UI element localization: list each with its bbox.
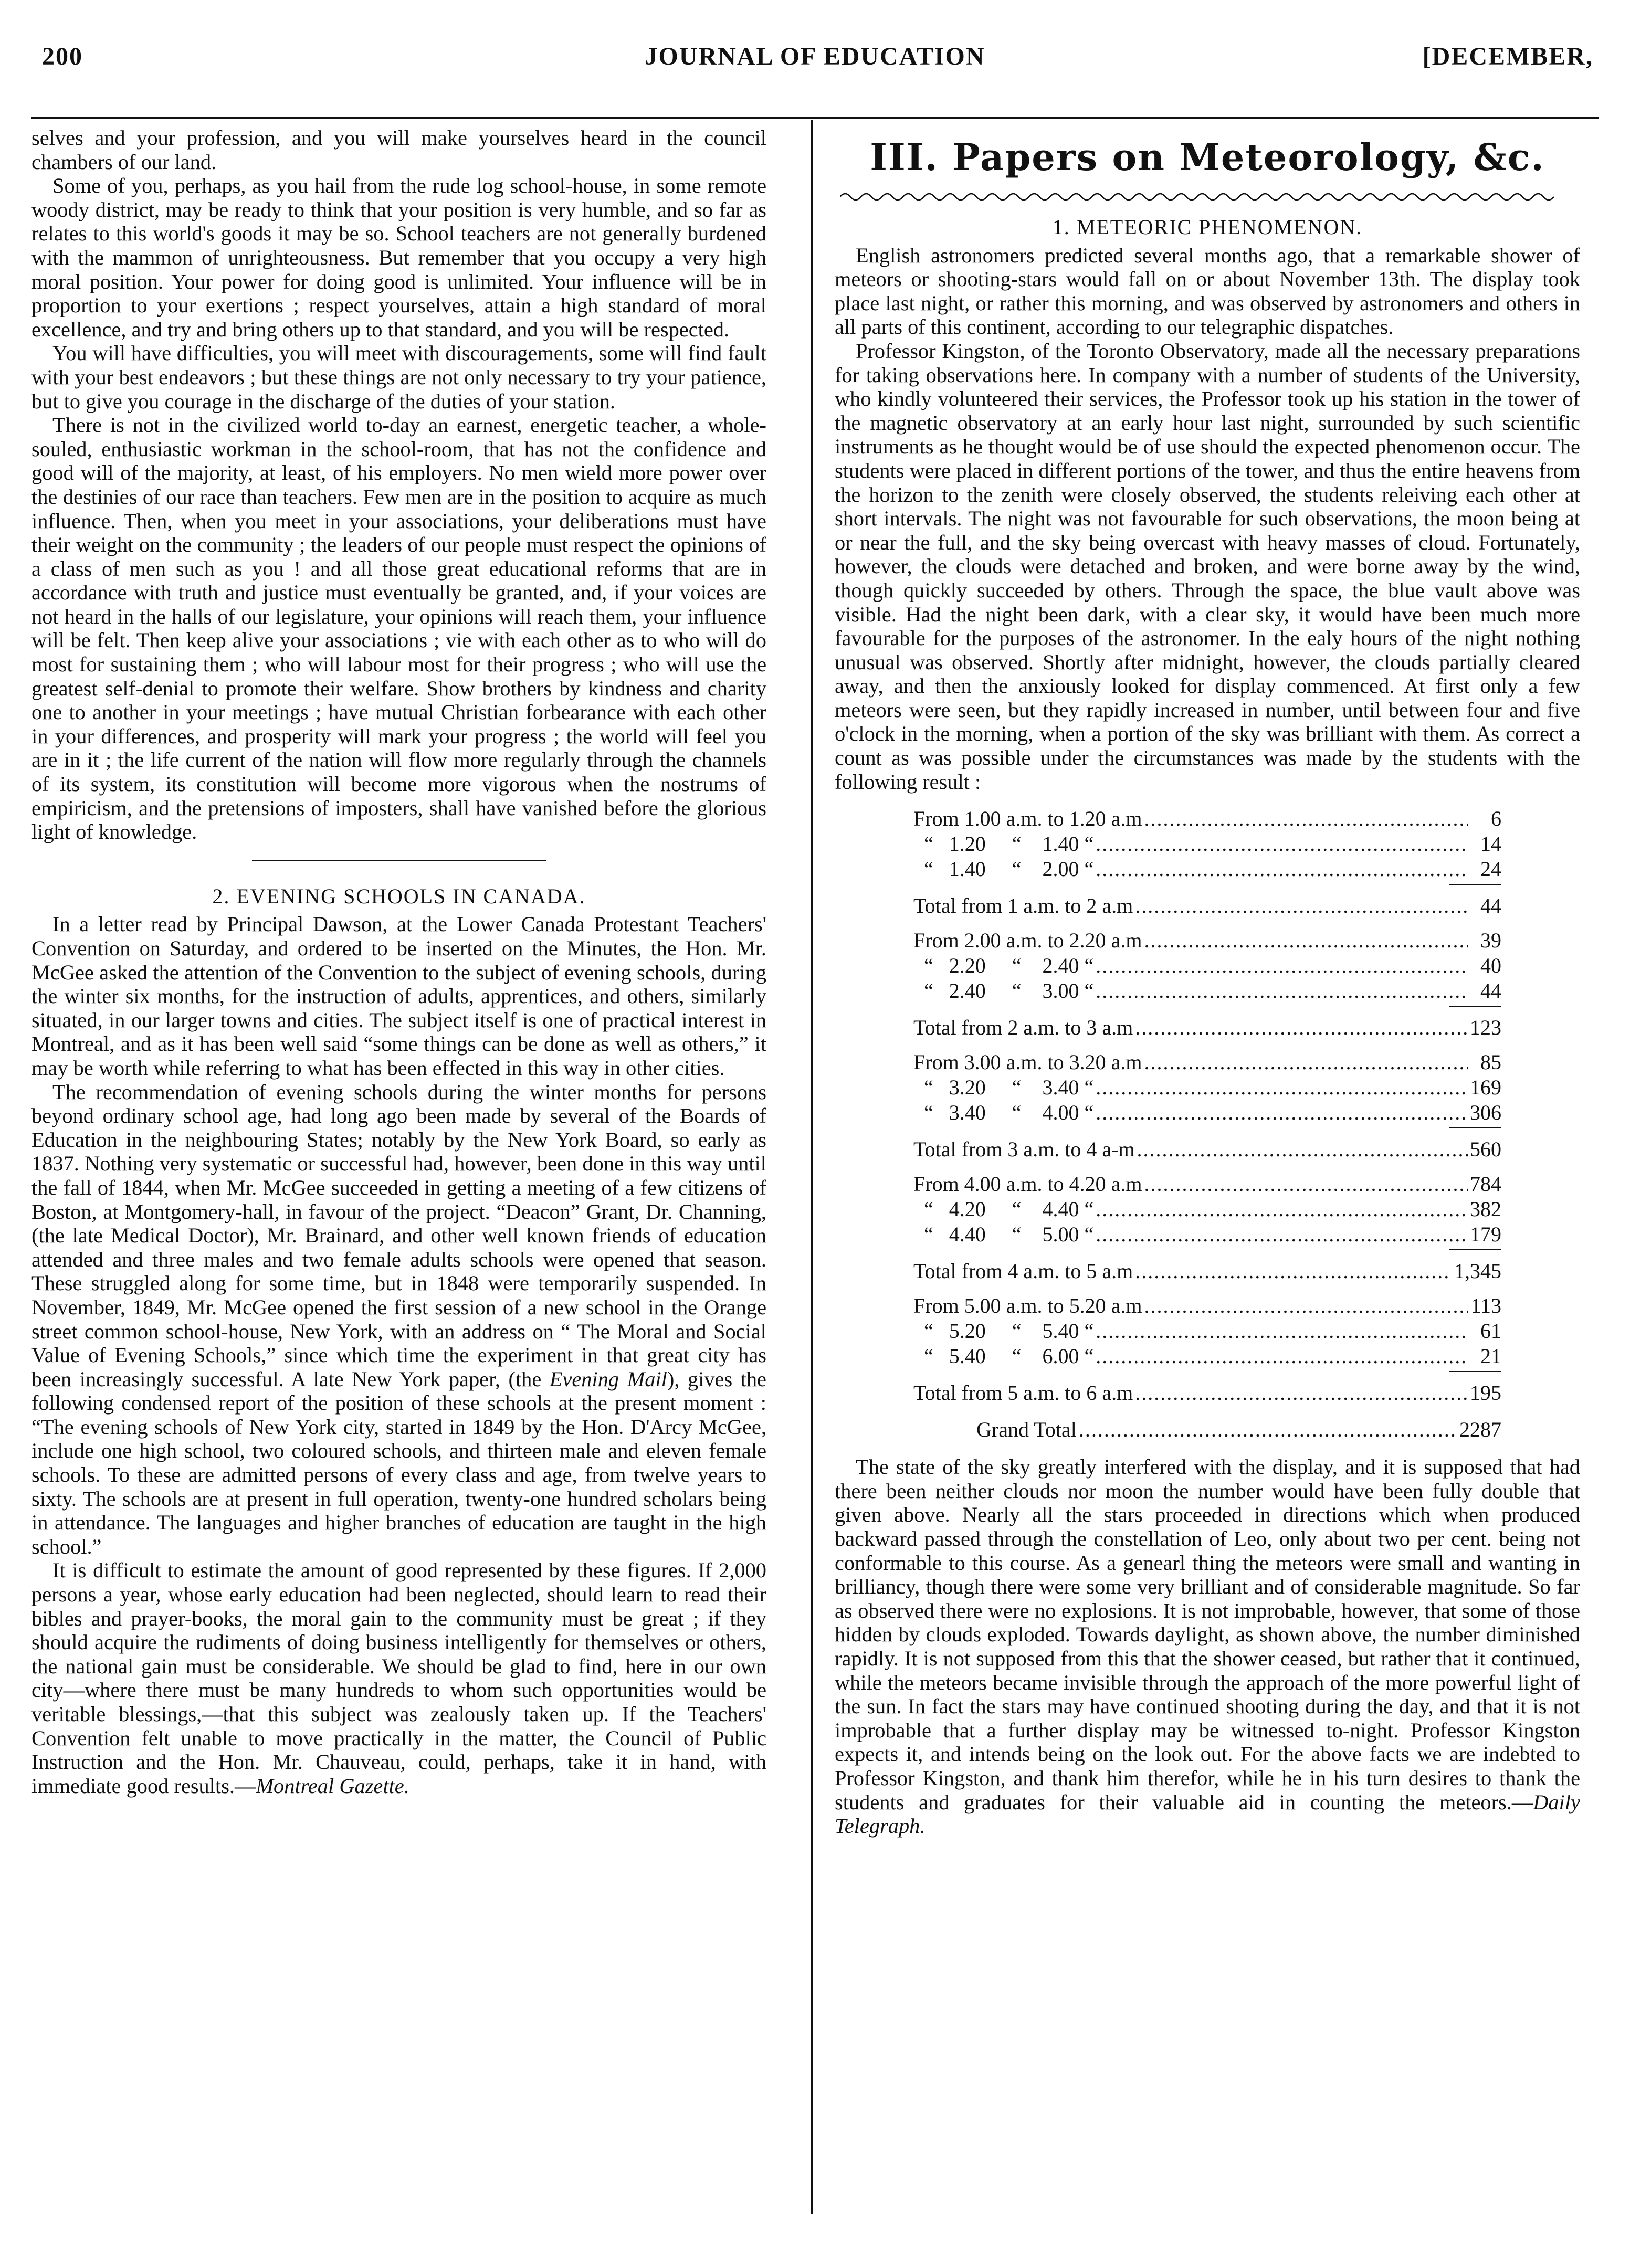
- interval-label: “ 2.40 “ 3.00 “: [913, 979, 1094, 1003]
- leader-dots: [1135, 893, 1468, 919]
- interval-label: Grand Total: [976, 1418, 1077, 1442]
- leader-dots: [1096, 1344, 1468, 1369]
- leader-dots: [1096, 857, 1468, 882]
- meteor-count: 24: [1480, 857, 1501, 881]
- meteor-count: 560: [1470, 1137, 1501, 1162]
- meteor-count: 195: [1470, 1381, 1501, 1405]
- meteor-count: 6: [1491, 807, 1501, 831]
- interval-label: “ 1.20 “ 1.40 “: [913, 832, 1094, 856]
- leader-dots: [1096, 1100, 1468, 1125]
- paragraph-text: It is difficult to estimate the amount of good represented by these figures. If 2,000 persons a year, whose early education had been neglected, should learn to read their bibles and prayer-books, the moral gain to the community must be great ; if they should acquire the rudiments of doing business intelligently for themselves or others, the national gain must be considerable. We should be glad to find, here in our own city—where there must be many hundreds to whom such opportunities would be veritable blessings,—that this subject was zealously taken up. If the Teachers' Convention felt unable to move practically in the matter, the Council of Public Instruction and the Hon. Mr. Chauveau, could, perhaps, take it in hand, with immediate good results.—: [31, 1558, 766, 1798]
- sum-rule-wrap: [913, 1247, 1501, 1259]
- tally-row: [913, 1318, 1501, 1344]
- paragraph-text: ), gives the following condensed report of the position of these schools at the present moment : “The evening schools of New York city, started in 1849 by the Hon. D'Arcy McGee, include one high school, two coloured schools, and thirteen male and eleven female schools. To these are admitted persons of every class and age, from twelve years to sixty. The schools are at present in full operation, twenty-one hundred scholars being in attendance. The languages and higher branches of education are taught in the high school.”: [31, 1367, 766, 1558]
- issue-month: [DECEMBER,: [1422, 43, 1593, 70]
- meteor-count: 40: [1480, 954, 1501, 978]
- sum-rule: [1449, 1127, 1501, 1128]
- meteor-count: 113: [1470, 1294, 1501, 1318]
- article-paragraph: selves and your profession, and you will make yourselves heard in the council chambers of our land.: [31, 126, 766, 174]
- article-paragraph: Professor Kingston, of the Toronto Observatory, made all the necessary preparations for taking observations here. In company with a number of students of the University, who kindly volunteered their services, the Professor took up his station in the tower of the magnetic observatory at an early hour last night, surrounded by such scientific instruments as he thought would be of use should the expected phenomenon occur. The students were placed in different portions of the tower, and thus the entire heavens from the horizon to the zenith were closely observed, the students releiving each other at short intervals. The night was not favourable for such observations, the moon being at or near the full, and the sky being overcast with heavy masses of cloud. Fortunately, however, the clouds were detached and broken, and were borne away by the wind, though quickly succeeded by others. Through the space, the blue vault above was visible. Had the night been dark, with a clear sky, it would have been much more favourable for the purposes of the astronomer. In the ealy hours of the night nothing unusual was observed. Shortly after midnight, however, the clouds partially cleared away, and then the anxiously looked for display commenced. At first only a few meteors were seen, but they rapidly increased in number, until between four and five o'clock in the morning, when a portion of the sky was brilliant with them. As correct a count as was possible under the circumstances was made by the students with the following result :: [835, 339, 1580, 794]
- leader-dots: [1096, 1318, 1468, 1344]
- tally-row: [913, 1100, 1501, 1125]
- sum-rule: [1449, 1006, 1501, 1007]
- tally-total-row: [913, 1015, 1501, 1040]
- interval-label: Total from 2 a.m. to 3 a.m: [913, 1016, 1133, 1040]
- meteor-count: 2287: [1459, 1418, 1501, 1442]
- meteor-count: 179: [1470, 1222, 1501, 1247]
- sum-rule-wrap: [913, 882, 1501, 893]
- meteor-count-table: [913, 806, 1501, 1442]
- leader-dots: [1096, 978, 1468, 1004]
- meteor-count: 784: [1470, 1172, 1501, 1196]
- journal-page: [31, 26, 1599, 2246]
- leader-dots: [1096, 1197, 1468, 1222]
- leader-dots: [1096, 831, 1468, 857]
- section-separator: [252, 860, 546, 861]
- interval-label: Total from 4 a.m. to 5 a.m: [913, 1259, 1133, 1283]
- leader-dots: [1137, 1137, 1468, 1162]
- interval-label: From 3.00 a.m. to 3.20 a.m: [913, 1050, 1142, 1074]
- meteor-count: 44: [1480, 894, 1501, 918]
- sum-rule: [1449, 1249, 1501, 1250]
- header-rule: [31, 117, 1599, 119]
- running-head: [31, 26, 1599, 84]
- leader-dots: [1079, 1417, 1457, 1442]
- tally-row: [913, 1197, 1501, 1222]
- leader-dots: [1144, 1293, 1468, 1318]
- paragraph-text: The state of the sky greatly interfered with the display, and it is supposed that had there been neither clouds nor moon the number would have been fully double that given above. Nearly all the stars proceeded in directions which when produced backward passed through the constellation of Leo, only about two per cent. being not conformable to this course. As a genearl thing the meteors were small and wanting in brilliancy, though there were some very brilliant and of considerable magnitude. So far as observed there were no explosions. It is not improbable, however, that some of those hidden by clouds exploded. Towards daylight, as shown above, the number diminished rapidly. It is not supposed from this that the shower ceased, but rather that it continued, while the meteors became invisible through the approach of the more powerful light of the sun. In fact the stars may have continued shooting during the day, and that it is not improbable that a further display may be witnessed to-night. Professor Kingston expects it, and intends being on the look out. For the above facts we are indebted to Professor Kingston, and thank him therefor, while he in his turn desires to thank the students and graduates for their valuable aid in counting the meteors.—: [835, 1455, 1580, 1814]
- meteor-count: 14: [1480, 832, 1501, 856]
- tally-row: [913, 1222, 1501, 1247]
- meteor-count: 85: [1480, 1050, 1501, 1074]
- interval-label: “ 5.20 “ 5.40 “: [913, 1319, 1094, 1343]
- grand-total-row: [913, 1417, 1501, 1442]
- article-paragraph: English astronomers predicted several months ago, that a remarkable shower of meteors or shooting-stars would fall on or about November 13th. The display took place last night, or rather this morning, and was observed by astronomers and others in all parts of this continent, according to our telegraphic dispatches.: [835, 243, 1580, 339]
- tally-row: [913, 806, 1501, 831]
- tally-row: [913, 1050, 1501, 1075]
- sum-rule-wrap: [913, 1125, 1501, 1137]
- article-paragraph: In a letter read by Principal Dawson, at the Lower Canada Protestant Teachers' Convention on Saturday, and ordered to be inserted on the Minutes, the Hon. Mr. McGee asked the attention of the Convention to the subject of evening schools, during the winter six months, for the instruction of adults, apprentices, and others, similarly situated, in our larger towns and cities. The subject itself is one of practical interest in Montreal, and as it has been well said “some things can be done as well as others,” it may be worth while referring to what has been effected in this way in other cities.: [31, 912, 766, 1080]
- source-citation: Daily Telegraph.: [835, 1790, 1580, 1838]
- leader-dots: [1144, 1172, 1468, 1197]
- article-paragraph: Some of you, perhaps, as you hail from the rude log school-house, in some remote woody district, may be ready to think that your position is very humble, and so far as relates to this world's goods it may be so. School teachers are not generally burdened with the mammon of unrighteousness. But remember that you occupy a very high moral position. Your power for doing good is unlimited. Your influence will be in proportion to your exertions ; respect yourselves, attain a high standard of moral excellence, and try and bring others up to that standard, and you will be respected.: [31, 174, 766, 341]
- sum-rule-wrap: [913, 1369, 1501, 1380]
- newspaper-name: Evening Mail: [549, 1367, 667, 1391]
- section-title-meteoric: 1. METEORIC PHENOMENON.: [1052, 215, 1363, 239]
- interval-label: Total from 1 a.m. to 2 a.m: [913, 894, 1133, 918]
- tally-row: [913, 857, 1501, 882]
- interval-label: From 1.00 a.m. to 1.20 a.m: [913, 807, 1142, 831]
- meteor-count: 39: [1480, 929, 1501, 953]
- interval-label: “ 5.40 “ 6.00 “: [913, 1344, 1094, 1368]
- tally-total-row: [913, 1259, 1501, 1284]
- interval-label: “ 1.40 “ 2.00 “: [913, 857, 1094, 881]
- interval-label: Total from 5 a.m. to 6 a.m: [913, 1381, 1133, 1405]
- column-divider: [811, 120, 813, 2214]
- interval-label: “ 3.40 “ 4.00 “: [913, 1101, 1094, 1125]
- tally-total-row: [913, 893, 1501, 919]
- source-citation: Montreal Gazette.: [256, 1774, 409, 1798]
- sum-rule: [1449, 884, 1501, 885]
- sum-rule: [1449, 1371, 1501, 1372]
- tally-row: [913, 978, 1501, 1004]
- tally-row: [913, 1344, 1501, 1369]
- article-paragraph: [31, 1080, 766, 1559]
- page-number: 200: [42, 43, 83, 70]
- tally-row: [913, 1172, 1501, 1197]
- meteor-count: 61: [1480, 1319, 1501, 1343]
- tally-total-row: [913, 1380, 1501, 1406]
- interval-label: “ 3.20 “ 3.40 “: [913, 1075, 1094, 1100]
- ornamental-wavy-rule: [840, 189, 1575, 205]
- article-paragraph: You will have difficulties, you will meet with discouragements, some will find fault with your best endeavors ; but these things are not only necessary to try your patience, but to give you courage in the discharge of the duties of your station.: [31, 341, 766, 413]
- interval-label: “ 4.20 “ 4.40 “: [913, 1197, 1094, 1221]
- left-column: [31, 126, 766, 1798]
- leader-dots: [1144, 806, 1468, 831]
- tally-row: [913, 928, 1501, 953]
- leader-dots: [1144, 1050, 1468, 1075]
- leader-dots: [1135, 1015, 1468, 1040]
- interval-label: From 5.00 a.m. to 5.20 a.m: [913, 1294, 1142, 1318]
- interval-label: “ 2.20 “ 2.40 “: [913, 954, 1094, 978]
- section-title-evening-schools: 2. EVENING SCHOOLS IN CANADA.: [212, 884, 586, 908]
- article-paragraph: There is not in the civilized world to-day an earnest, energetic teacher, a whole-souled, enthusiastic workman in the school-room, that has not the confidence and good will of the majority, at least, of his employers. No men wield more power over the destinies of our race than teachers. Few men are in the position to acquire as much influence. Then, when you meet in your associations, your deliberations must have their weight on the community ; the leaders of our people must respect the opinions of a class of men such as you ! and all those great educational reforms that are in accordance with truth and justice must eventually be granted, and, if your voices are not heard in the halls of our legislature, your opinions will reach them, your influence will be felt. Then keep alive your associations ; vie with each other as to who will do most for sustaining them ; who will labour most for their progress ; who will use the greatest self-denial to promote their welfare. Show brothers by kindness and charity one to another in your meetings ; have mutual Christian forbearance with each other in your differences, and prosperity will mark your progress ; the world will feel you are in it ; the life current of the nation will flow more regularly through the channels of its system, its constitution will become more vigorous when the nostrums of empiricism, and the pretensions of imposters, shall have vanished before the glorious light of knowledge.: [31, 413, 766, 844]
- tally-total-row: [913, 1137, 1501, 1162]
- leader-dots: [1096, 953, 1468, 978]
- leader-dots: [1135, 1259, 1452, 1284]
- interval-label: From 4.00 a.m. to 4.20 a.m: [913, 1172, 1142, 1196]
- leader-dots: [1135, 1380, 1468, 1406]
- meteor-count: 123: [1470, 1016, 1501, 1040]
- tally-row: [913, 831, 1501, 857]
- sum-rule-wrap: [913, 1004, 1501, 1015]
- interval-label: From 2.00 a.m. to 2.20 a.m: [913, 929, 1142, 953]
- tally-row: [913, 1075, 1501, 1100]
- article-paragraph: [835, 1455, 1580, 1838]
- meteor-count: 382: [1470, 1197, 1501, 1221]
- meteor-count: 44: [1480, 979, 1501, 1003]
- meteor-count: 1,345: [1454, 1259, 1501, 1283]
- meteor-count: 21: [1480, 1344, 1501, 1368]
- paragraph-text: The recommendation of evening schools during the winter months for persons beyond ordinary school age, had long ago been made by several of the Boards of Education in the neighbouring States; notably by the New York Board, so early as 1837. Nothing very systematic or successful had, however, been done in this way until the fall of 1844, when Mr. McGee succeeded in getting a meeting of a few citizens of Boston, at Montgomery-hall, in favour of the project. “Deacon” Grant, Dr. Channing, (the late Medical Doctor), Mr. Brainard, and other well known friends of education attended and three males and two female adults schools were opened that season. These struggled along for some time, but in 1848 were temporarily suspended. In November, 1849, Mr. McGee opened the first session of a new school in the Orange street common school-house, New York, with an address on “ The Moral and Social Value of Evening Schools,” since which time the experiment in that great city has been increasingly successful. A late New York paper, (the: [31, 1080, 766, 1391]
- article-paragraph: [31, 1558, 766, 1798]
- interval-label: “ 4.40 “ 5.00 “: [913, 1222, 1094, 1247]
- leader-dots: [1096, 1075, 1468, 1100]
- right-column: [835, 126, 1580, 1838]
- leader-dots: [1144, 928, 1468, 953]
- meteor-count: 169: [1470, 1075, 1501, 1100]
- tally-row: [913, 953, 1501, 978]
- tally-row: [913, 1293, 1501, 1318]
- meteor-count: 306: [1470, 1101, 1501, 1125]
- interval-label: Total from 3 a.m. to 4 a-m: [913, 1137, 1135, 1162]
- leader-dots: [1096, 1222, 1468, 1247]
- department-heading: III. Papers on Meteorology, &c.: [870, 135, 1545, 179]
- journal-title: JOURNAL OF EDUCATION: [645, 43, 985, 70]
